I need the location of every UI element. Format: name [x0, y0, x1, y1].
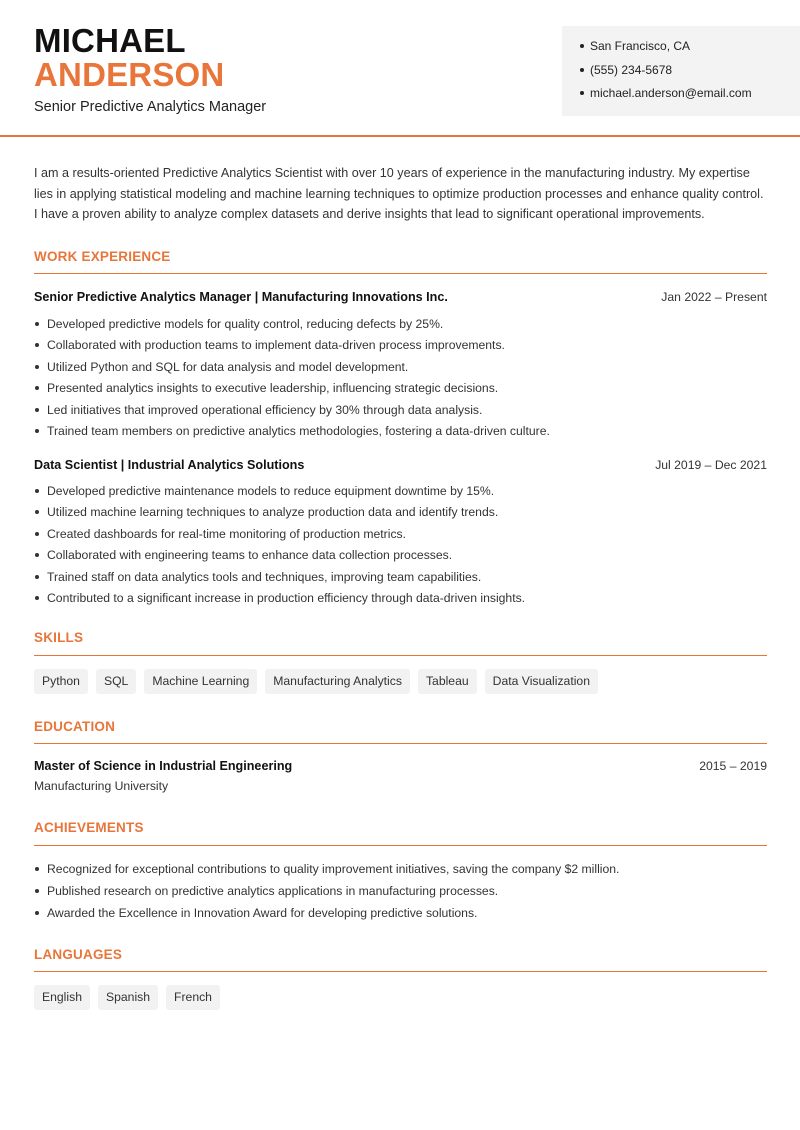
job-1-date: Jan 2022 – Present — [661, 290, 767, 304]
section-divider — [34, 743, 767, 744]
achievements-list — [34, 861, 767, 927]
list-item: Collaborated with engineering teams to enhance data collection processes. — [34, 547, 767, 568]
language-chip: English — [34, 985, 90, 1010]
education-date: 2015 – 2019 — [699, 759, 767, 773]
section-title-education: EDUCATION — [34, 719, 116, 734]
list-item: Contributed to a significant increase in production efficiency through data-driven insights. — [34, 590, 767, 611]
skill-chip: SQL — [96, 669, 136, 694]
list-item: Collaborated with production teams to implement data-driven process improvements. — [34, 337, 767, 358]
list-item: Utilized Python and SQL for data analysis and model development. — [34, 359, 767, 380]
list-item: Presented analytics insights to executive leadership, influencing strategic decisions. — [34, 380, 767, 401]
job-2-bullets — [34, 483, 767, 611]
last-name: ANDERSON — [34, 56, 225, 93]
list-item: Published research on predictive analytics applications in manufacturing processes. — [34, 883, 767, 905]
summary-paragraph: I am a results-oriented Predictive Analytics Scientist with over 10 years of experience in the manufacturing industry. My expertise lies in applying statistical modeling and machine learning techniques to optimize production processes and enhance quality control. I have a proven ability to analyze complex datasets and derive insights that lead to significant operational improvements. — [34, 166, 764, 221]
skill-chip: Python — [34, 669, 88, 694]
list-item: Led initiatives that improved operational efficiency by 30% through data analysis. — [34, 402, 767, 423]
section-divider — [34, 655, 767, 656]
list-item: Trained team members on predictive analytics methodologies, fostering a data-driven culture. — [34, 423, 767, 444]
list-item: Developed predictive maintenance models to reduce equipment downtime by 15%. — [34, 483, 767, 504]
section-title-skills: SKILLS — [34, 630, 84, 645]
resume-header — [0, 0, 800, 137]
section-title-achievements: ACHIEVEMENTS — [34, 820, 144, 835]
list-item: Trained staff on data analytics tools and techniques, improving team capabilities. — [34, 569, 767, 590]
skill-chip: Machine Learning — [144, 669, 257, 694]
job-1-bullets — [34, 316, 767, 444]
contact-box — [562, 26, 800, 116]
language-chip: Spanish — [98, 985, 158, 1010]
section-divider — [34, 845, 767, 846]
job-1-title: Senior Predictive Analytics Manager | Manufacturing Innovations Inc. — [34, 290, 448, 304]
contact-email: michael.anderson@email.com — [580, 85, 800, 109]
section-divider — [34, 273, 767, 274]
list-item: Created dashboards for real-time monitoring of production metrics. — [34, 526, 767, 547]
language-chip: French — [166, 985, 220, 1010]
skills-chips — [34, 669, 598, 694]
education-degree: Master of Science in Industrial Engineering — [34, 759, 293, 773]
job-title-headline: Senior Predictive Analytics Manager — [34, 99, 267, 115]
section-title-languages: LANGUAGES — [34, 947, 123, 962]
contact-location: San Francisco, CA — [580, 38, 800, 62]
list-item: Utilized machine learning techniques to analyze production data and identify trends. — [34, 504, 767, 525]
languages-chips — [34, 985, 220, 1010]
list-item: Developed predictive models for quality control, reducing defects by 25%. — [34, 316, 767, 337]
job-2-title: Data Scientist | Industrial Analytics Solutions — [34, 458, 305, 472]
list-item: Awarded the Excellence in Innovation Award for developing predictive solutions. — [34, 905, 767, 927]
skill-chip: Manufacturing Analytics — [265, 669, 410, 694]
skill-chip: Tableau — [418, 669, 477, 694]
contact-phone: (555) 234-5678 — [580, 62, 800, 86]
section-divider — [34, 971, 767, 972]
education-school: Manufacturing University — [34, 779, 169, 793]
job-2-date: Jul 2019 – Dec 2021 — [655, 458, 767, 472]
first-name: MICHAEL — [34, 22, 186, 59]
skill-chip: Data Visualization — [485, 669, 598, 694]
list-item: Recognized for exceptional contributions to quality improvement initiatives, saving the company $2 million. — [34, 861, 767, 883]
section-title-work: WORK EXPERIENCE — [34, 249, 171, 264]
